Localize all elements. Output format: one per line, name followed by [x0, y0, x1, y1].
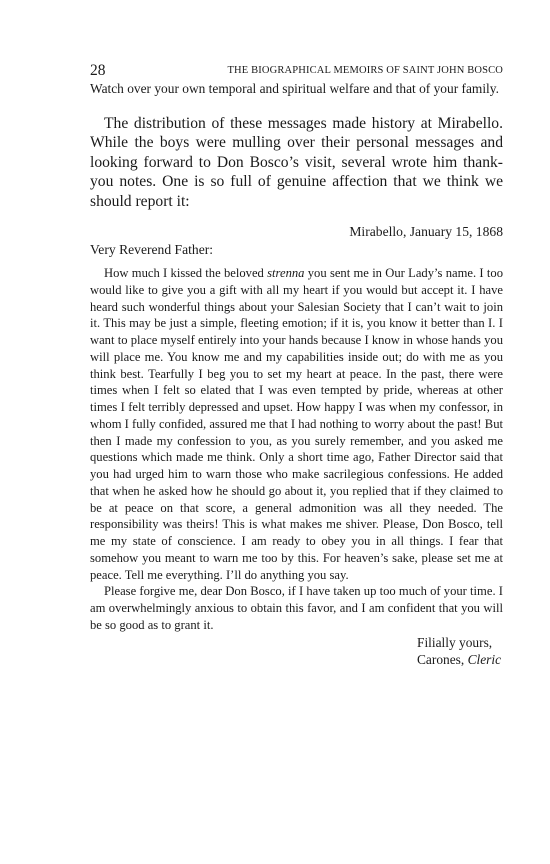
- letter-paragraph-2: Please forgive me, dear Don Bosco, if I have taken up too much of your time. I am overwhelmingly anxious to obtain this favor, and I am confident that you will be so good as to grant it.: [90, 584, 503, 632]
- letter-signature: [90, 651, 503, 669]
- intro-paragraph: The distribution of these messages made history at Mirabello. While the boys were mulling over their personal messages and looking forward to Don Bosco’s visit, several wrote him thank-you notes. One is so full of genuine affection that we think we should report it:: [90, 114, 503, 210]
- letter-body: [90, 265, 503, 634]
- book-page: [90, 62, 503, 669]
- letter-dateline: Mirabello, January 15, 1868: [349, 224, 503, 240]
- letter-text: How much I kissed the beloved: [104, 266, 268, 281]
- running-title: THE BIOGRAPHICAL MEMOIRS OF SAINT JOHN BOSCO: [227, 65, 503, 76]
- page-header: [90, 62, 503, 80]
- signer-title: Cleric: [467, 652, 502, 668]
- letter-paragraph-1: [90, 265, 503, 583]
- page-number: 28: [90, 62, 106, 79]
- strenna-term: strenna: [267, 266, 305, 281]
- signer-name: Carones,: [417, 652, 468, 668]
- letter-text: you sent me in Our Lady’s name. I too would like to give you a gift with all my heart if you would but accept it. I have heard such wonderful things about your Salesian Society that I can’t wait to join it. This may be just a simple, fleeting emotion; if it is, you know it better than I. I want to place myself entirely into your hands because I know in whose hands you will place me. You know me and my capabilities inside out; do with me as you think best. Tearfully I beg you to set my heart at peace. In the past, there were times when I felt so elated that I was even tempted by pride, whereas at other times I felt terribly depressed and upset. How happy I was when my confessor, in whom I fully confided, assured me that I had nothing to worry about the past! But then I made my confession to you, as you surely remember, and you asked me questions which made me think. Only a short time ago, Father Director said that you had urged him to warn those who make sacrilegious confessions. He added that when he asked how he should go about it, you replied that if they claimed to be at peace on that score, a general admonition was all they needed. The responsibility was theirs! This is what makes me shiver. Please, Don Bosco, tell me my state of conscience. I am ready to obey you in all things. I fear that somehow you meant to warn me too by this. For heaven’s sake, please set me at peace. Tell me everything. I’ll do anything you say.: [90, 266, 503, 582]
- letter-salutation: Very Reverend Father:: [90, 242, 214, 258]
- continuation-paragraph: Watch over your own temporal and spiritual welfare and that of your family.: [90, 81, 499, 96]
- letter-closing: Filially yours,: [417, 634, 493, 650]
